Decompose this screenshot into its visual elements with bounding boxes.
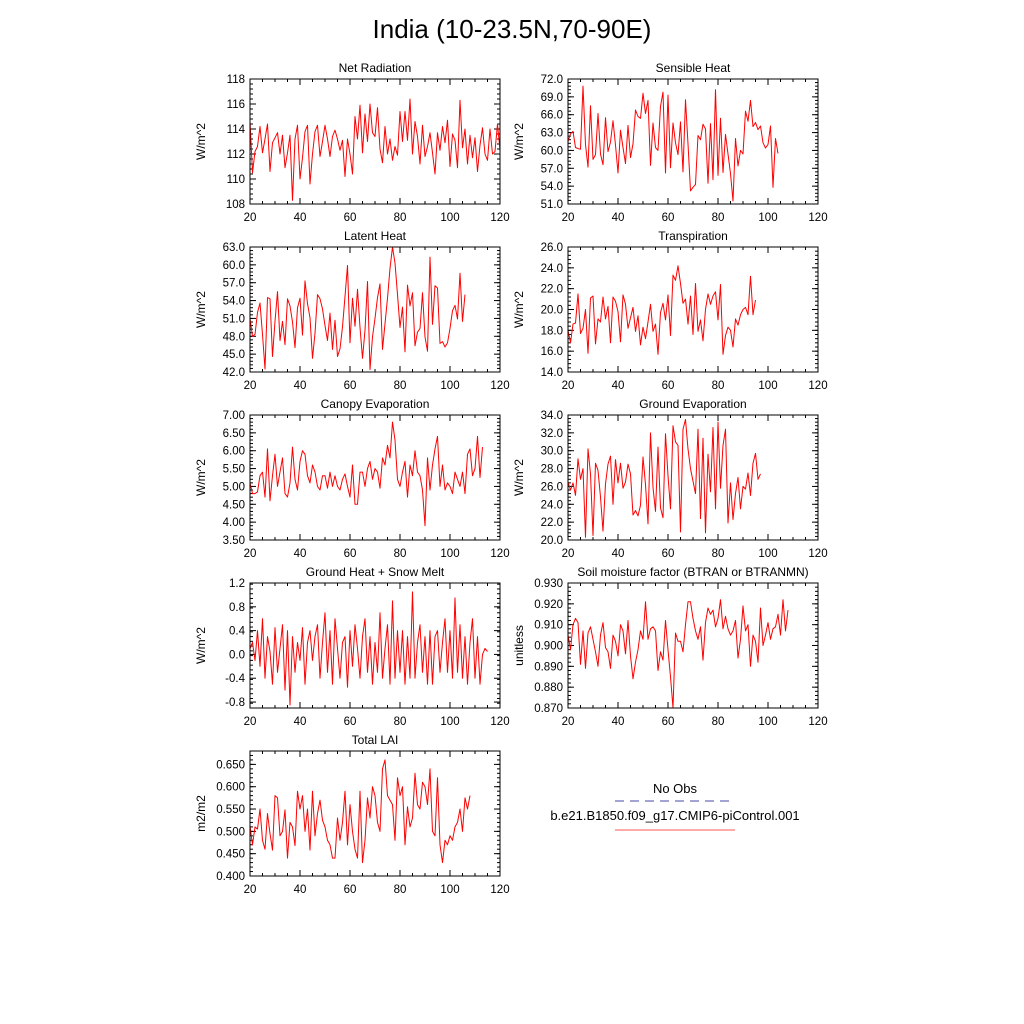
y-tick-label: -0.8 (225, 697, 245, 710)
y-tick-label: 0.4 (229, 625, 245, 638)
x-tick-label: 60 (343, 884, 357, 896)
x-tick-label: 80 (393, 716, 407, 728)
y-tick-label: 14.0 (540, 367, 563, 379)
y-tick-label: 0.550 (216, 804, 245, 817)
y-tick-label: 60.0 (222, 259, 245, 272)
panel-title-total-lai: Total LAI (351, 733, 399, 747)
series-line-ground-heat-snow-melt (250, 592, 488, 705)
y-tick-label: 51.0 (222, 313, 245, 326)
plot-frame-ground-evaporation (568, 415, 818, 540)
y-axis-label-ground-heat-snow-melt: W/m^2 (194, 627, 208, 664)
y-tick-label: 48.0 (222, 331, 245, 344)
panel-title-net-radiation: Net Radiation (338, 61, 412, 75)
x-tick-label: 80 (393, 548, 407, 560)
series-line-net-radiation (250, 99, 500, 200)
y-tick-label: 5.00 (222, 481, 245, 494)
y-tick-label: 24.0 (540, 499, 563, 512)
panel-canopy-evaporation (194, 397, 510, 560)
x-tick-label: 20 (561, 380, 575, 392)
x-tick-label: 100 (440, 548, 460, 560)
y-tick-label: 0.910 (534, 619, 563, 632)
x-tick-label: 80 (711, 716, 725, 728)
x-tick-label: 60 (343, 716, 357, 728)
x-tick-label: 40 (611, 212, 625, 224)
y-tick-label: 16.0 (540, 346, 563, 359)
x-tick-label: 40 (293, 212, 307, 224)
y-tick-label: 34.0 (540, 410, 563, 422)
y-tick-label: 0.920 (534, 598, 563, 611)
panel-ground-evaporation (512, 397, 828, 560)
panel-title-sensible-heat: Sensible Heat (655, 61, 731, 75)
page-title: India (10-23.5N,70-90E) (372, 14, 652, 44)
x-tick-label: 20 (243, 212, 257, 224)
y-tick-label: 4.00 (222, 517, 245, 530)
y-tick-label: 0.900 (534, 640, 563, 653)
y-tick-label: 69.0 (540, 91, 563, 104)
y-tick-label: 24.0 (540, 262, 563, 275)
y-tick-label: 54.0 (540, 181, 563, 194)
y-tick-label: 22.0 (540, 283, 563, 296)
x-tick-label: 120 (808, 380, 828, 392)
y-tick-label: 30.0 (540, 445, 563, 458)
x-tick-label: 60 (661, 212, 675, 224)
x-tick-label: 40 (611, 548, 625, 560)
y-tick-label: 0.880 (534, 682, 563, 695)
y-tick-label: 0.870 (534, 703, 563, 715)
y-tick-label: 28.0 (540, 463, 563, 476)
panel-total-lai (194, 733, 510, 896)
y-tick-label: 0.650 (216, 759, 245, 772)
y-tick-label: 112 (226, 149, 245, 161)
y-tick-label: 3.50 (222, 535, 245, 547)
panel-soil-moisture-factor-btran-or-btranmn (512, 565, 828, 728)
panel-title-ground-heat-snow-melt: Ground Heat + Snow Melt (305, 565, 445, 579)
y-tick-label: 26.0 (540, 481, 563, 494)
series-line-ground-evaporation (568, 420, 761, 538)
series-line-canopy-evaporation (250, 422, 483, 526)
y-tick-label: 57.0 (540, 163, 563, 176)
panel-title-latent-heat: Latent Heat (343, 229, 407, 243)
x-tick-label: 60 (661, 548, 675, 560)
y-tick-label: 45.0 (222, 349, 245, 362)
x-tick-label: 40 (293, 716, 307, 728)
y-axis-label-sensible-heat: W/m^2 (512, 123, 526, 160)
x-tick-label: 40 (293, 548, 307, 560)
x-tick-label: 80 (711, 380, 725, 392)
x-tick-label: 120 (490, 548, 510, 560)
y-tick-label: -0.4 (225, 673, 245, 686)
y-tick-label: 72.0 (540, 74, 563, 86)
x-tick-label: 120 (490, 884, 510, 896)
y-tick-label: 63.0 (222, 242, 245, 254)
x-tick-label: 20 (243, 716, 257, 728)
y-tick-label: 22.0 (540, 517, 563, 530)
y-tick-label: 6.00 (222, 445, 245, 458)
x-tick-label: 100 (440, 884, 460, 896)
x-tick-label: 20 (243, 380, 257, 392)
x-tick-label: 60 (343, 548, 357, 560)
x-tick-label: 120 (808, 548, 828, 560)
x-tick-label: 100 (440, 212, 460, 224)
y-axis-label-latent-heat: W/m^2 (194, 291, 208, 328)
x-tick-label: 40 (611, 716, 625, 728)
y-tick-label: 114 (226, 124, 245, 136)
panel-title-transpiration: Transpiration (658, 229, 728, 243)
x-tick-label: 100 (440, 716, 460, 728)
x-tick-label: 40 (293, 884, 307, 896)
y-tick-label: 1.2 (229, 578, 245, 590)
y-tick-label: 60.0 (540, 145, 563, 158)
y-tick-label: 20.0 (540, 304, 563, 317)
legend-label-no-obs: No Obs (652, 781, 698, 796)
x-tick-label: 120 (490, 212, 510, 224)
x-tick-label: 80 (393, 212, 407, 224)
y-tick-label: 110 (226, 174, 245, 186)
panel-net-radiation (194, 61, 510, 224)
y-axis-label-soil-moisture-factor-btran-or-btranmn: unitless (512, 625, 526, 666)
x-tick-label: 40 (293, 380, 307, 392)
y-tick-label: 0.0 (229, 649, 245, 662)
y-tick-label: 66.0 (540, 109, 563, 122)
y-tick-label: 54.0 (222, 295, 245, 308)
x-tick-label: 100 (440, 380, 460, 392)
y-tick-label: 108 (225, 199, 245, 211)
y-axis-label-transpiration: W/m^2 (512, 291, 526, 328)
y-tick-label: 6.50 (222, 427, 245, 440)
series-line-sensible-heat (568, 86, 778, 201)
x-tick-label: 80 (711, 548, 725, 560)
series-line-soil-moisture-factor-btran-or-btranmn (568, 600, 788, 708)
plot-frame-transpiration (568, 247, 818, 372)
y-tick-label: 0.600 (216, 781, 245, 794)
y-tick-label: 18.0 (540, 325, 563, 338)
panel-transpiration (512, 229, 828, 392)
x-tick-label: 100 (758, 548, 778, 560)
x-tick-label: 60 (661, 380, 675, 392)
x-tick-label: 60 (343, 212, 357, 224)
y-tick-label: 57.0 (222, 277, 245, 290)
y-tick-label: 0.400 (216, 871, 245, 883)
x-tick-label: 100 (758, 716, 778, 728)
y-tick-label: 32.0 (540, 427, 563, 440)
panel-title-canopy-evaporation: Canopy Evaporation (320, 397, 430, 411)
y-tick-label: 5.50 (222, 463, 245, 476)
x-tick-label: 100 (758, 380, 778, 392)
panel-title-ground-evaporation: Ground Evaporation (639, 397, 747, 411)
y-tick-label: 0.890 (534, 661, 563, 674)
y-tick-label: 26.0 (540, 242, 563, 254)
x-tick-label: 80 (393, 884, 407, 896)
x-tick-label: 20 (243, 884, 257, 896)
y-axis-label-total-lai: m2/m2 (194, 795, 208, 832)
plot-frame-latent-heat (250, 247, 500, 372)
y-tick-label: 116 (226, 99, 245, 111)
x-tick-label: 60 (661, 716, 675, 728)
y-axis-label-canopy-evaporation: W/m^2 (194, 459, 208, 496)
y-axis-label-net-radiation: W/m^2 (194, 123, 208, 160)
y-tick-label: 0.500 (216, 826, 245, 839)
x-tick-label: 40 (611, 380, 625, 392)
y-tick-label: 20.0 (540, 535, 563, 547)
y-tick-label: 0.8 (229, 601, 245, 614)
y-tick-label: 4.50 (222, 499, 245, 512)
series-line-transpiration (568, 266, 756, 355)
x-tick-label: 20 (561, 212, 575, 224)
y-tick-label: 51.0 (540, 199, 563, 211)
x-tick-label: 80 (711, 212, 725, 224)
y-tick-label: 118 (226, 74, 245, 86)
series-line-total-lai (250, 760, 470, 863)
panel-latent-heat (194, 229, 510, 392)
x-tick-label: 120 (808, 716, 828, 728)
panel-sensible-heat (512, 61, 828, 224)
x-tick-label: 120 (808, 212, 828, 224)
y-tick-label: 7.00 (222, 410, 245, 422)
x-tick-label: 120 (490, 716, 510, 728)
panel-ground-heat-snow-melt (194, 565, 510, 728)
x-tick-label: 20 (561, 548, 575, 560)
legend-label-model-run: b.e21.B1850.f09_g17.CMIP6-piControl.001 (550, 808, 800, 823)
y-axis-label-ground-evaporation: W/m^2 (512, 459, 526, 496)
y-tick-label: 0.930 (534, 578, 563, 590)
y-tick-label: 0.450 (216, 848, 245, 861)
plot-frame-canopy-evaporation (250, 415, 500, 540)
y-tick-label: 63.0 (540, 127, 563, 140)
series-line-latent-heat (250, 247, 465, 370)
x-tick-label: 60 (343, 380, 357, 392)
x-tick-label: 120 (490, 380, 510, 392)
x-tick-label: 100 (758, 212, 778, 224)
x-tick-label: 80 (393, 380, 407, 392)
y-tick-label: 42.0 (222, 367, 245, 379)
panel-title-soil-moisture-factor-btran-or-btranmn: Soil moisture factor (BTRAN or BTRANMN) (577, 565, 809, 579)
x-tick-label: 20 (243, 548, 257, 560)
x-tick-label: 20 (561, 716, 575, 728)
plot-frame-sensible-heat (568, 79, 818, 204)
legend (550, 781, 799, 830)
